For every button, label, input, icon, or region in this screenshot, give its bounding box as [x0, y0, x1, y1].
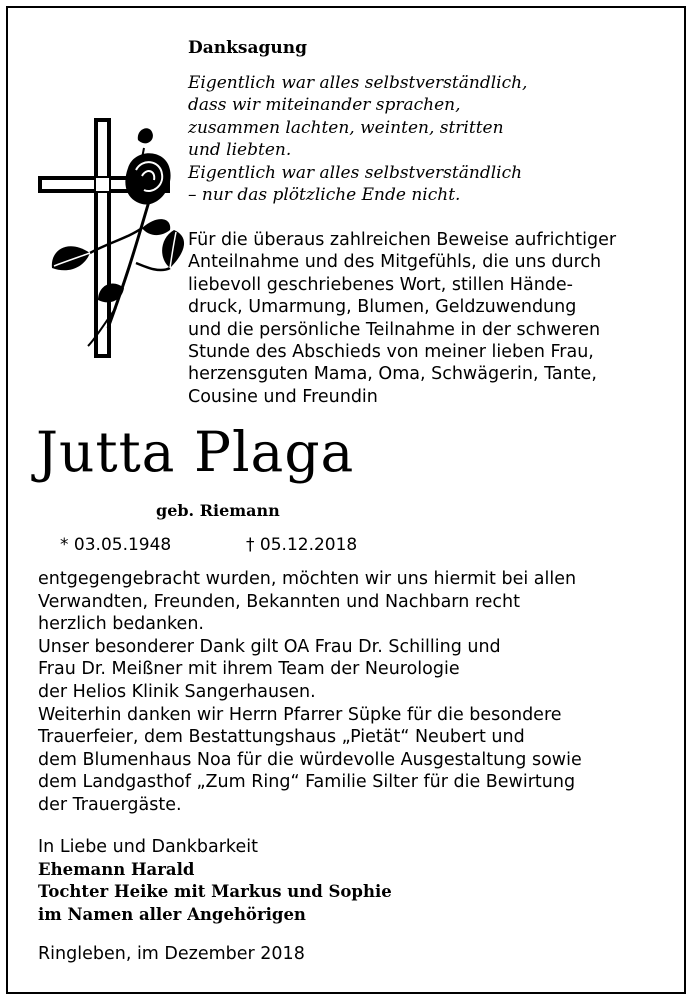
intro-line: Stunde des Abschieds von meiner lieben Frau,: [188, 342, 594, 363]
intro-line: Cousine und Freundin: [188, 386, 378, 407]
poem-line: Eigentlich war alles selbstverständlich,: [188, 73, 528, 93]
thanks-text: [38, 568, 582, 817]
family-line: im Namen aller Angehörigen: [38, 904, 306, 924]
birth-date: * 03.05.1948: [60, 535, 172, 555]
poem-line: – nur das plötzliche Ende nicht.: [188, 185, 461, 206]
intro-line: liebevoll geschriebenes Wort, stillen Hände-: [188, 274, 573, 295]
intro-line: druck, Umarmung, Blumen, Geldzuwendung: [188, 297, 577, 318]
signature-block: [38, 836, 392, 926]
thanks-line: Unser besonderer Dank gilt OA Frau Dr. Schilling und: [38, 636, 501, 657]
thanks-line: dem Blumenhaus Noa für die würdevolle Ausgestaltung sowie: [38, 749, 582, 770]
family-line: Ehemann Harald: [38, 859, 195, 879]
intro-line: und die persönliche Teilnahme in der schweren: [188, 319, 601, 340]
maiden-name: geb. Riemann: [156, 501, 280, 520]
heading: Danksagung: [188, 38, 307, 58]
thanks-line: herzlich bedanken.: [38, 614, 204, 635]
intro-line: Für die überaus zahlreichen Beweise aufrichtiger: [188, 230, 617, 250]
closing-line: In Liebe und Dankbarkeit: [38, 837, 258, 857]
thanks-line: der Trauergäste.: [38, 794, 182, 815]
deceased-name: Jutta Plaga: [36, 420, 355, 484]
thanks-line: Weiterhin danken wir Herrn Pfarrer Süpke für die besondere: [38, 704, 562, 725]
poem-line: Eigentlich war alles selbstverständlich: [188, 162, 523, 183]
thanks-line: Verwandten, Freunden, Bekannten und Nachbarn recht: [38, 591, 520, 612]
thanks-line: Trauerfeier, dem Bestattungshaus „Pietät“ Neubert und: [38, 727, 525, 748]
thanks-line: Frau Dr. Meißner mit ihrem Team der Neurologie: [38, 659, 460, 680]
poem-line: und liebten.: [188, 140, 292, 161]
poem-line: zusammen lachten, weinten, stritten: [188, 117, 504, 138]
thanks-line: entgegengebracht wurden, möchten wir uns hiermit bei allen: [38, 569, 577, 589]
intro-line: Anteilnahme und des Mitgefühls, die uns durch: [188, 252, 602, 273]
thanks-line: der Helios Klinik Sangerhausen.: [38, 681, 316, 702]
cross-with-rose-icon: [38, 118, 188, 358]
poem: [188, 72, 527, 206]
family-line: Tochter Heike mit Markus und Sophie: [38, 882, 392, 902]
intro-text: [188, 229, 616, 408]
poem-line: dass wir miteinander sprachen,: [188, 95, 461, 116]
death-date: † 05.12.2018: [246, 535, 358, 555]
thanks-line: dem Landgasthof „Zum Ring“ Familie Silter für die Bewirtung: [38, 772, 576, 793]
intro-line: herzensguten Mama, Oma, Schwägerin, Tante,: [188, 364, 597, 385]
place-date: Ringleben, im Dezember 2018: [38, 944, 305, 964]
